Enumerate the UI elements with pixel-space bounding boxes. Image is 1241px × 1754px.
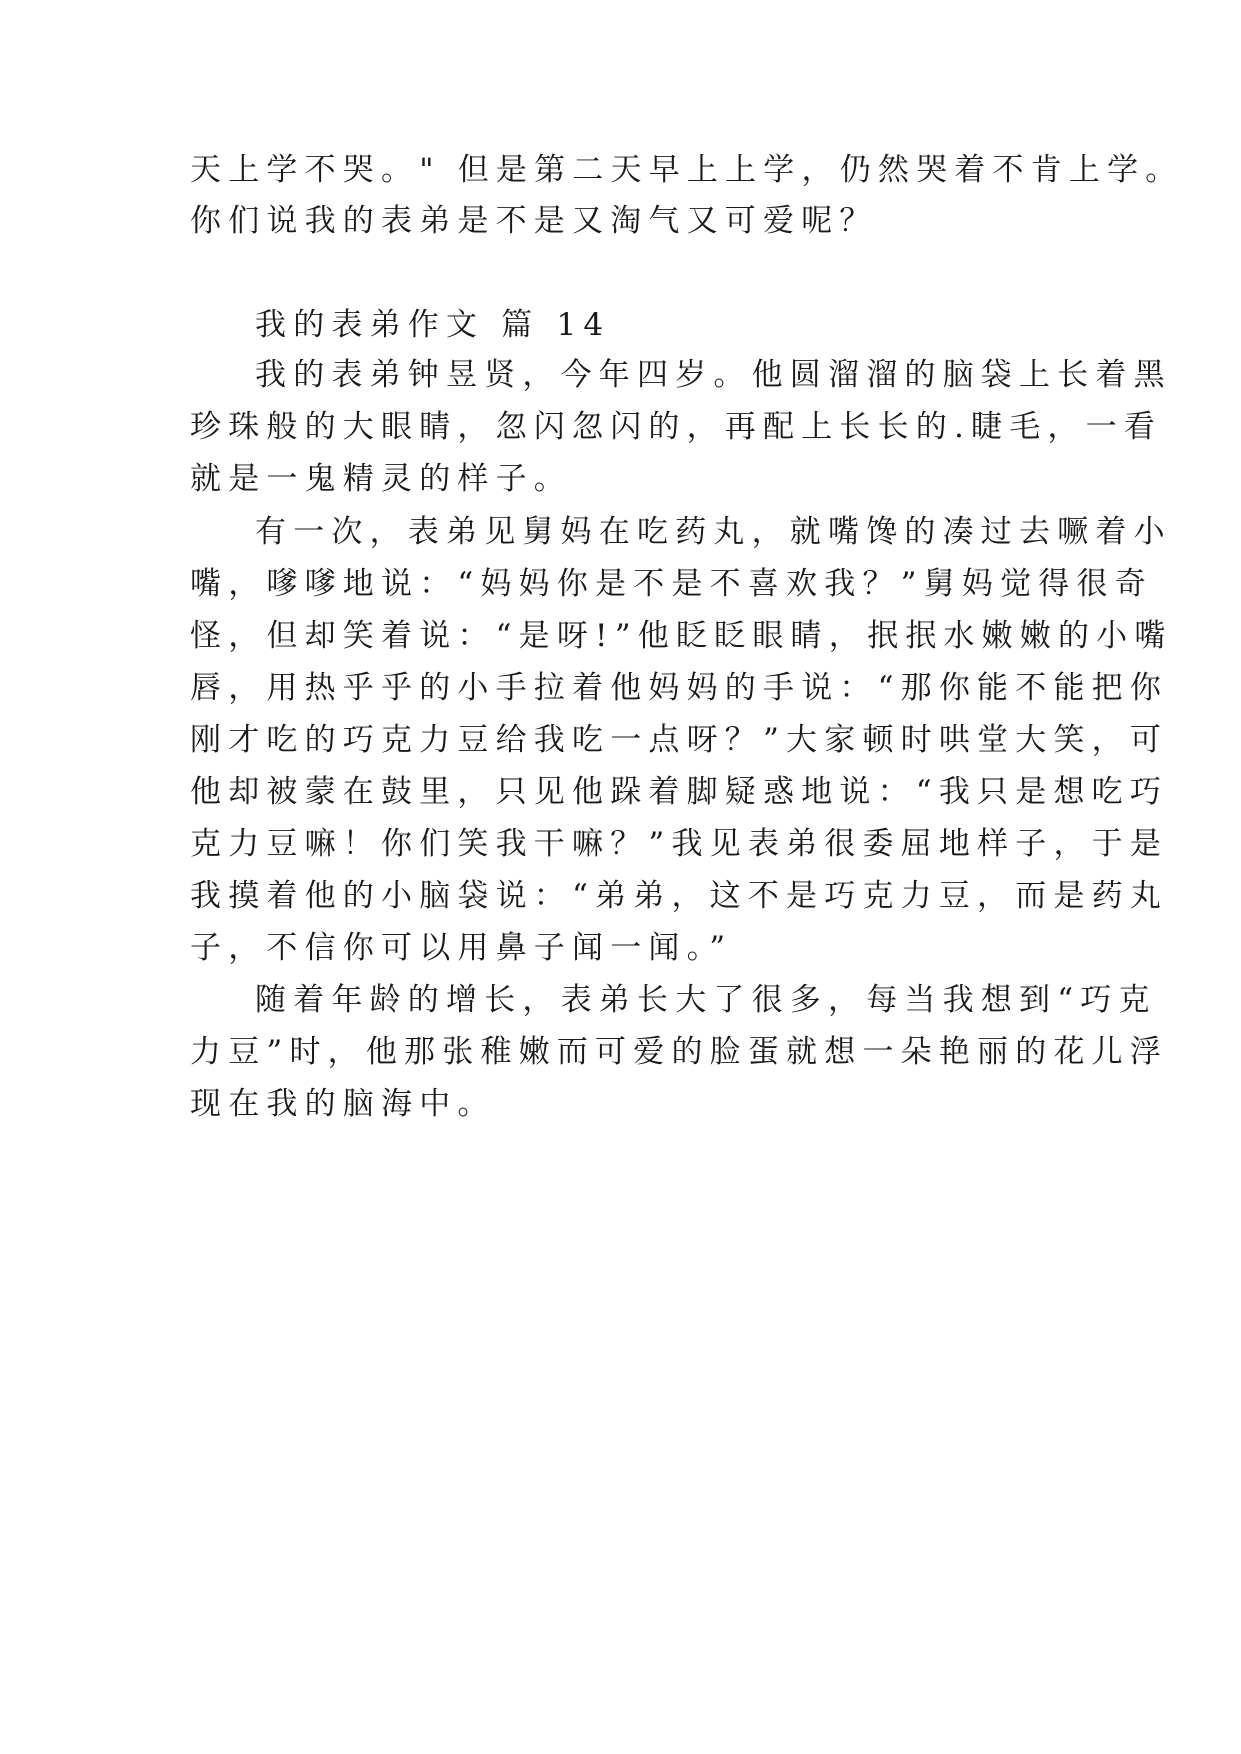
carryover-line: 你们说我的表弟是不是又淘气又可爱呢？	[190, 203, 878, 239]
paragraph-line: 他却被蒙在鼓里，只见他跺着脚疑惑地说：“我只是想吃巧	[190, 774, 1169, 810]
paragraph-line: 刚才吃的巧克力豆给我吃一点呀？”大家顿时哄堂大笑，可	[190, 722, 1169, 758]
paragraph-line: 我的表弟钟昱贤，今年四岁。他圆溜溜的脑袋上长着黑	[255, 357, 1172, 393]
paragraph-line: 有一次，表弟见舅妈在吃药丸，就嘴馋的凑过去噘着小	[255, 514, 1172, 550]
paragraph-line: 怪，但却笑着说：“是呀!”他眨眨眼睛，抿抿水嫩嫩的小嘴	[190, 618, 1173, 654]
paragraph-line: 就是一鬼精灵的样子。	[190, 461, 572, 497]
section-heading: 我的表弟作文 篇 14	[255, 307, 611, 343]
paragraph-line: 随着年龄的增长，表弟长大了很多，每当我想到“巧克	[255, 982, 1157, 1018]
paragraph-line: 我摸着他的小脑袋说：“弟弟，这不是巧克力豆，而是药丸	[190, 878, 1169, 914]
paragraph-line: 子，不信你可以用鼻子闻一闻。”	[190, 930, 733, 966]
paragraph-line: 唇，用热乎乎的小手拉着他妈妈的手说：“那你能不能把你	[190, 670, 1169, 706]
paragraph-line: 力豆”时，他那张稚嫩而可爱的脸蛋就想一朵艳丽的花儿浮	[190, 1034, 1169, 1070]
paragraph-line: 珍珠般的大眼睛，忽闪忽闪的，再配上长长的.睫毛，一看	[190, 409, 1163, 445]
paragraph-line: 现在我的脑海中。	[190, 1086, 496, 1122]
carryover-line: 天上学不哭。" 但是第二天早上上学，仍然哭着不肯上学。	[190, 152, 1184, 188]
paragraph-line: 嘴，嗲嗲地说：“妈妈你是不是不喜欢我？”舅妈觉得很奇	[190, 566, 1153, 602]
paragraph-line: 克力豆嘛！你们笑我干嘛？”我见表弟很委屈地样子，于是	[190, 826, 1169, 862]
